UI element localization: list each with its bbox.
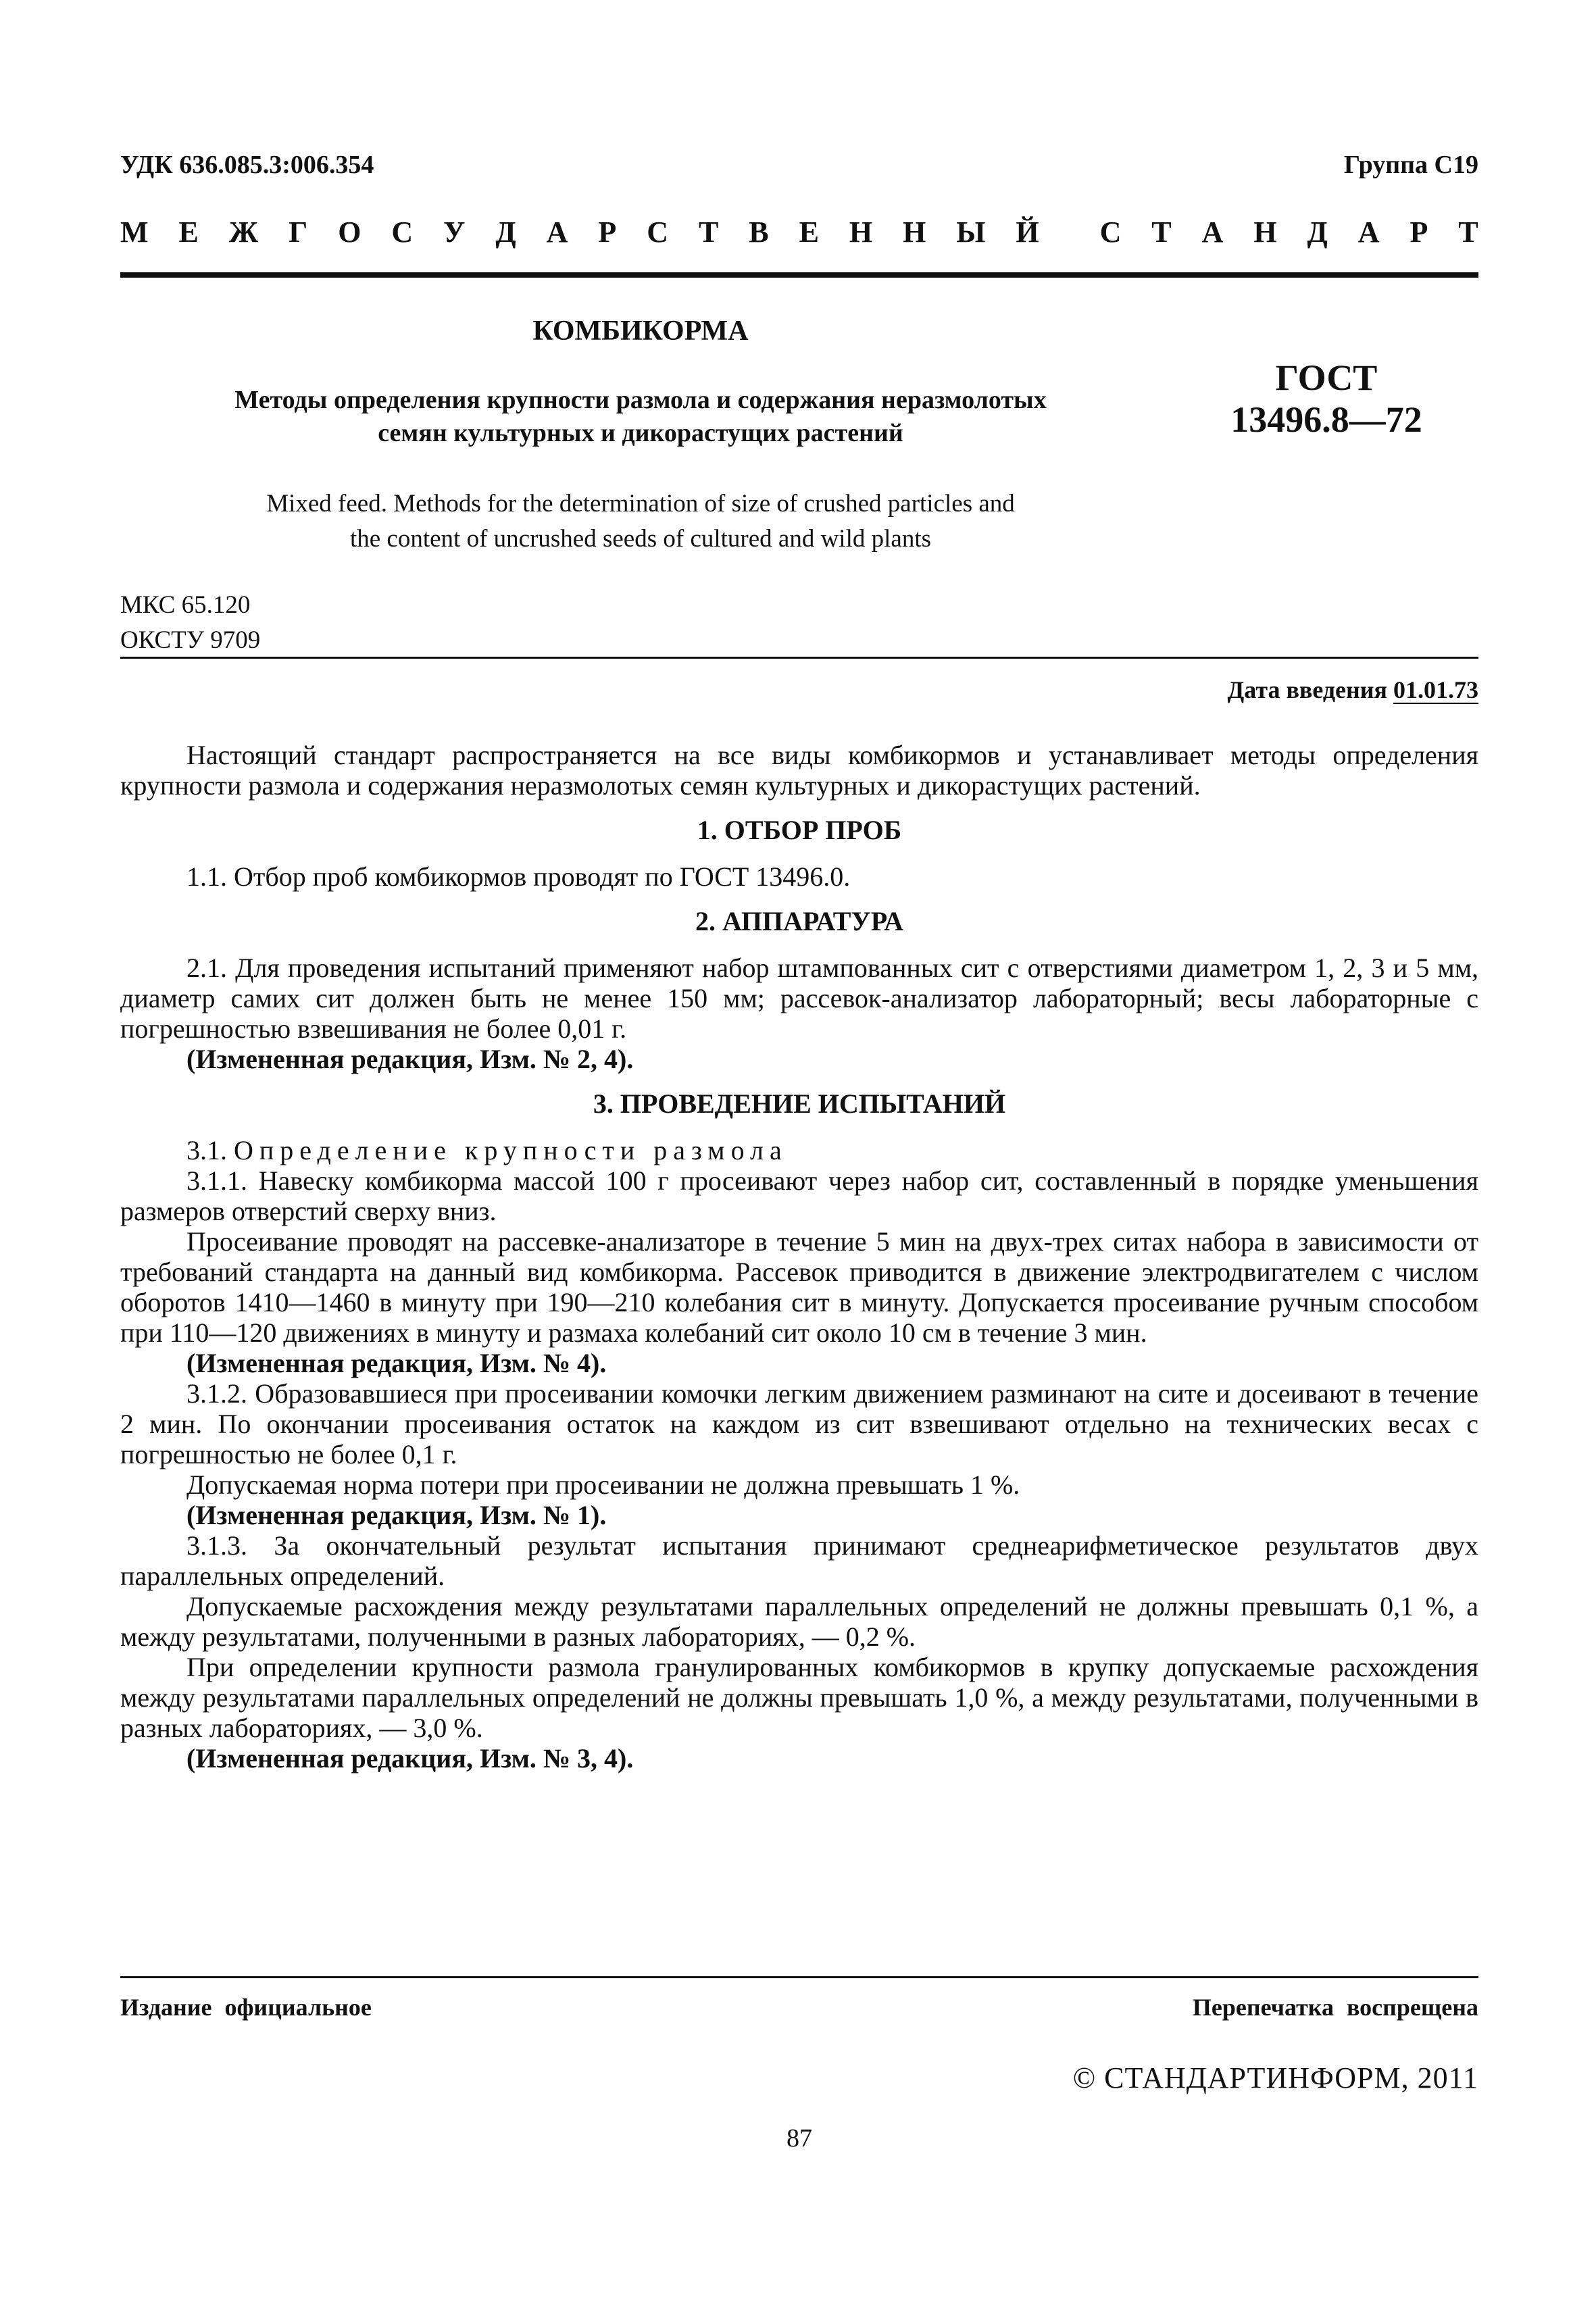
paragraph-3-1-1b: Просеивание проводят на рассевке-анализаторе в течение 5 мин на двух-трех ситах набора в зависимости от требований стандарта на данный вид комбикорма. Рассевок приводится в движение электродвигателем с числом оборотов 1410—1460 в минуту при 190—210 колебания сит в минуту. Допускается просеивание ручным способом при 110—120 движениях в минуту и размаха колебаний сит около 10 см в течение 3 мин. — [120, 1226, 1478, 1348]
official-edition-label: Издание официальное — [120, 1994, 372, 2021]
amendment-note: (Измененная редакция, Изм. № 1). — [186, 1500, 607, 1530]
heading-letter: Н — [849, 216, 873, 249]
paragraph-1-1: 1.1. Отбор проб комбикормов проводят по ГОСТ 13496.0. — [186, 861, 851, 892]
subsection-number: 3.1. — [186, 1135, 227, 1165]
heading-letter: С — [391, 216, 414, 249]
heading-letter: Ж — [228, 216, 259, 249]
gost-number: 13496.8—72 — [1230, 399, 1422, 440]
footer-divider — [120, 1976, 1478, 1978]
heading-letter: А — [1201, 216, 1224, 249]
paragraph-3-1-3b: Допускаемые расхождения между результатами параллельных определений не должны превышать 0,1 %, а между результатами, полученными в разных лабораториях, — 0,2 %. — [120, 1591, 1478, 1652]
mks-code: МКС 65.120 — [120, 591, 251, 619]
amendment-note: (Измененная редакция, Изм. № 2, 4). — [186, 1044, 634, 1074]
document-title: КОМБИКОРМА — [532, 316, 749, 347]
heading-letter: Й — [1016, 216, 1039, 249]
subsection-title: Определение крупности размола — [234, 1135, 788, 1165]
gost-designation — [1174, 357, 1478, 441]
paragraph-3-1-3c: При определении крупности размола гранулированных комбикормов в крупку допускаемые расхождения между результатами параллельных определений не должны превышать 1,0 %, а между результатами, полученными в разных лабораториях, — 3,0 %. — [120, 1652, 1478, 1743]
heading-letter: Д — [495, 216, 516, 249]
heading-letter: Е — [799, 216, 819, 249]
gost-label: ГОСТ — [1275, 357, 1378, 398]
paragraph-3-1-1: 3.1.1. Навеску комбикорма массой 100 г просеивают через набор сит, составленный в порядке уменьшения размеров отверстий сверху вниз. — [120, 1165, 1478, 1226]
heading-letter: Т — [1458, 216, 1478, 249]
interstate-standard-heading — [120, 215, 1478, 249]
heading-letter: О — [338, 216, 361, 249]
heading-letter: В — [749, 216, 769, 249]
header-divider — [120, 272, 1478, 278]
subsection-heading-3-1 — [120, 1135, 1478, 1165]
amendment-note: (Измененная редакция, Изм. № 4). — [186, 1348, 607, 1378]
subtitle-line: Методы определения крупности размола и содержания неразмолотых — [234, 386, 1047, 414]
heading-letter: Н — [903, 216, 926, 249]
section-heading-2: 2. АППАРАТУРА — [695, 906, 903, 936]
heading-letter: Т — [698, 216, 719, 249]
heading-letter: А — [546, 216, 568, 249]
english-title — [120, 486, 1161, 557]
section-heading-3: 3. ПРОВЕДЕНИЕ ИСПЫТАНИЙ — [593, 1088, 1006, 1119]
paragraph-3-1-2: 3.1.2. Образовавшиеся при просеивании комочки легким движением разминают на сите и досеивают в течение 2 мин. По окончании просеивания остаток на каждом из сит взвешивают отдельно на технических весах с погрешностью не более 0,1 г. — [120, 1378, 1478, 1469]
english-title-line: the content of uncrushed seeds of cultured and wild plants — [349, 525, 931, 553]
page-number: 87 — [787, 2124, 812, 2153]
classification-codes — [120, 588, 260, 658]
heading-letter: С — [1099, 216, 1122, 249]
heading-letter: У — [443, 216, 466, 249]
section-heading-1: 1. ОТБОР ПРОБ — [697, 815, 902, 845]
heading-letter: С — [647, 216, 668, 249]
english-title-line: Mixed feed. Methods for the determination of size of crushed particles and — [266, 490, 1015, 518]
document-page — [120, 0, 1478, 2314]
heading-letter: Н — [1253, 216, 1277, 249]
document-subtitle — [120, 384, 1161, 450]
heading-letter: Т — [1151, 216, 1172, 249]
intro-paragraph: Настоящий стандарт распространяется на все виды комбикормов и устанавливает методы определения крупности размола и содержания неразмолотых семян культурных и дикорастущих растений. — [120, 740, 1478, 801]
group-code: Группа С19 — [1343, 151, 1478, 179]
heading-letter: Р — [598, 216, 617, 249]
heading-letter: Р — [1410, 216, 1428, 249]
codes-divider — [120, 657, 1478, 659]
paragraph-3-1-2b: Допускаемая норма потери при просеивании не должна превышать 1 %. — [186, 1469, 1020, 1500]
introduction-date — [1228, 676, 1479, 704]
heading-letter: А — [1357, 216, 1380, 249]
amendment-note: (Измененная редакция, Изм. № 3, 4). — [186, 1743, 634, 1774]
heading-letter: Е — [178, 216, 199, 249]
heading-letter: Г — [289, 216, 308, 249]
document-body — [120, 740, 1478, 1774]
date-value: 01.01.73 — [1393, 676, 1478, 703]
copyright-notice: © СТАНДАРТИНФОРМ, 2011 — [1072, 2061, 1478, 2094]
subtitle-line: семян культурных и дикорастущих растений — [378, 419, 903, 447]
paragraph-2-1: 2.1. Для проведения испытаний применяют набор штампованных сит с отверстиями диаметром 1, 2, 3 и 5 мм, диаметр самих сит должен быть не менее 150 мм; рассевок-анализатор лабораторный; весы лабораторные с погрешностью взвешивания не более 0,01 г. — [120, 953, 1478, 1044]
heading-letter: Д — [1307, 216, 1328, 249]
paragraph-3-1-3: 3.1.3. За окончательный результат испытания принимают среднеарифметическое результатов двух параллельных определений. — [120, 1530, 1478, 1591]
heading-letter: Ы — [956, 216, 986, 249]
date-label: Дата введения — [1227, 676, 1387, 703]
reprint-prohibited-label: Перепечатка воспрещена — [1192, 1994, 1478, 2021]
heading-letter: М — [120, 216, 149, 249]
udk-code: УДК 636.085.3:006.354 — [120, 151, 374, 179]
okstu-code: ОКСТУ 9709 — [120, 626, 261, 654]
